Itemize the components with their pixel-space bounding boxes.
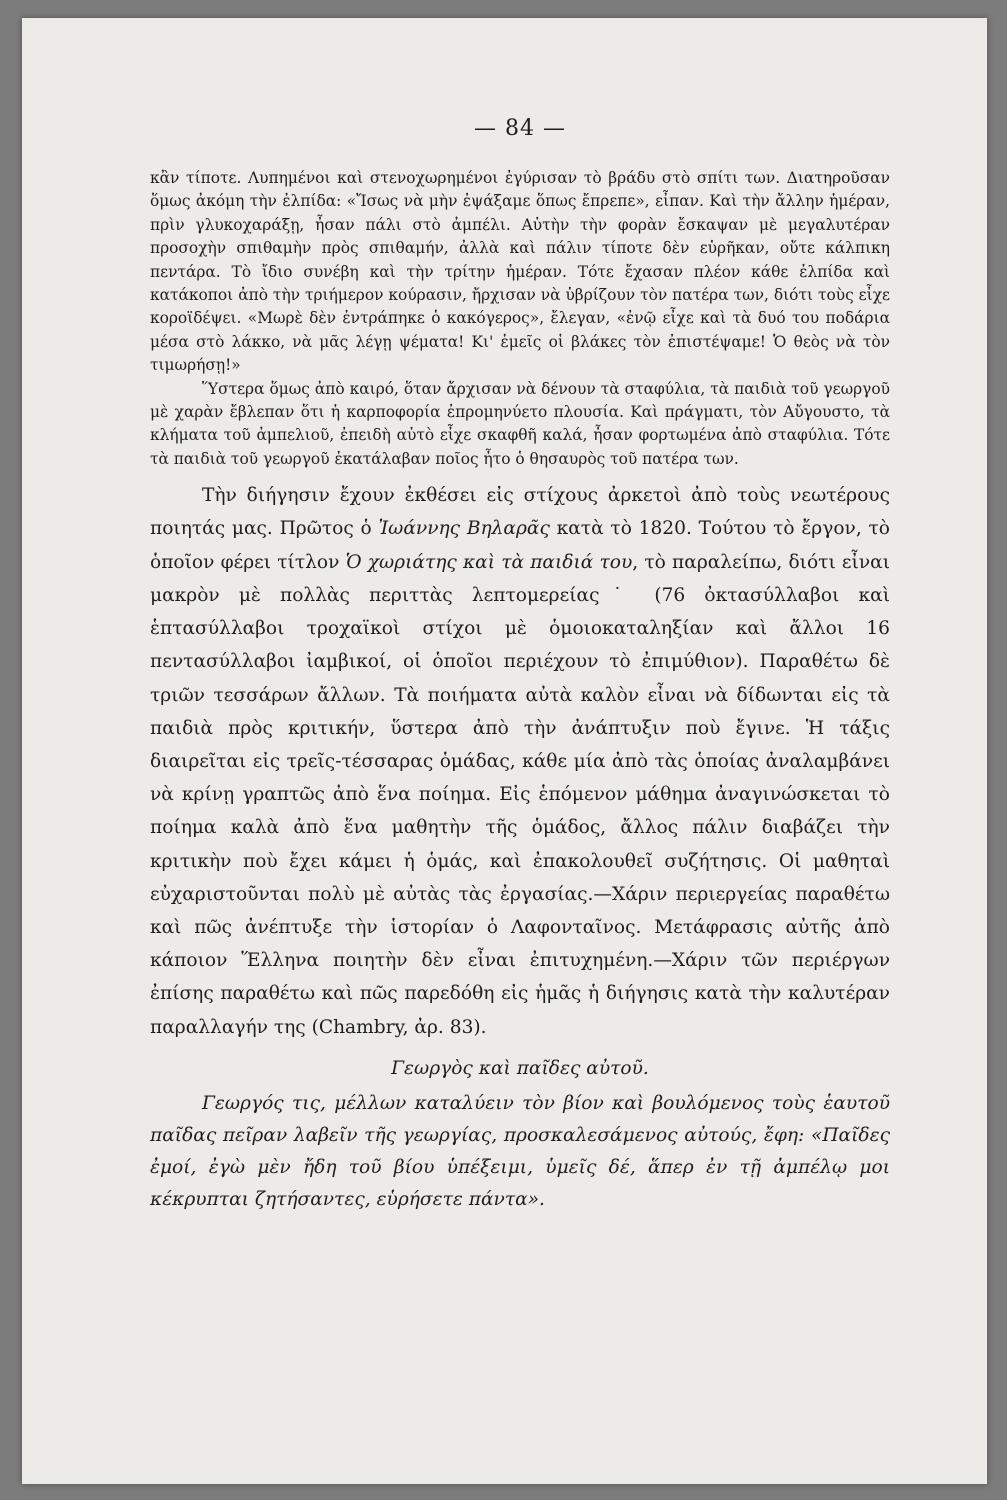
fable-text: Γεωργός τις, μέλλων καταλύειν τὸν βίον καὶ βουλόμενος τοὺς ἑαυτοῦ παῖδας πεῖραν λαβεῖν τῆς γεωργίας, προσκαλεσάμενος αὐτούς, ἔφη: «Παῖδες ἐμοί, ἐγὼ μὲν ἤδη τοῦ βίου ὑπέξειμι, ὑμεῖς δέ, ἅπερ ἐν τῇ ἀμπέλῳ μοι κέκρυπται ζητήσαντες, εὑρήσετε πάντα». — [150, 1092, 890, 1210]
text-run: Τὴν διήγησιν ἔχουν ἐκθέσει εἰς στίχους ἀρκετοὶ ἀπὸ τοὺς νεωτέρους ποιητάς μας. Πρῶτος ὁ — [150, 485, 890, 540]
text-run: κατὰ τὸ 1820. Τούτου τὸ ἔργον, τὸ ὁποῖον φέρει τίτλον — [150, 518, 890, 573]
small-print-section — [150, 167, 890, 471]
author-name: Ἰωάννης Βηλαρᾶς — [378, 518, 550, 540]
paragraph-commentary — [150, 479, 890, 1043]
page-number: — 84 — — [474, 116, 566, 141]
paragraph-continuation: κἂν τίποτε. Λυπημένοι καὶ στενοχωρημένοι ἐγύρισαν τὸ βράδυ στὸ σπίτι των. Διατηροῦσαν ὅμως ἀκόμη τὴν ἐλπίδα: «Ἴσως νὰ μὴν ἐψάξαμε ὅπως ἔπρεπε», εἶπαν. Καὶ τὴν ἄλλην ἡμέραν, πρὶν γλυκοχαράξῃ, ἦσαν πάλι στὸ ἀμπέλι. Αὐτὴν τὴν φορὰν ἔσκαψαν μὲ μεγαλυτέραν προσοχὴν σπιθαμὴν πρὸς σπιθαμήν, ἀλλὰ καὶ πάλιν τίποτε δὲν εὑρῆκαν, οὔτε κάλπικη πεντάρα. Τὸ ἴδιο συνέβη καὶ τὴν τρίτην ἡμέραν. Τότε ἔχασαν πλέον κάθε ἐλπίδα καὶ κατάκοποι ἀπὸ τὴν τριήμερον κούρασιν, ἤρχισαν νὰ ὑβρίζουν τὸν πατέρα των, διότι τοὺς εἶχε κοροϊδέψει. «Μωρὲ δὲν ἐντράπηκε ὁ κακόγερος», ἔλεγαν, «ἐνῷ εἶχε καὶ τὰ δυό του ποδάρια μέσα στὸ λάκκο, νὰ μᾶς λέγῃ ψέματα! Κι' ἐμεῖς οἱ βλάκες τὸν ἐπιστέψαμε! Ὁ θεὸς νὰ τὸν τιμωρήσῃ!» — [150, 169, 890, 375]
page-content — [150, 116, 890, 1216]
main-text-section — [150, 479, 890, 1043]
fable-title: Γεωργὸς καὶ παῖδες αὐτοῦ. — [391, 1057, 649, 1079]
fable-section — [150, 1088, 890, 1216]
work-title: Ὁ χωριάτης καὶ τὰ παιδιά του — [345, 551, 633, 573]
paragraph-harvest: Ὕστερα ὅμως ἀπὸ καιρό, ὅταν ἄρχισαν νὰ δένουν τὰ σταφύλια, τὰ παιδιὰ τοῦ γεωργοῦ μὲ χαρὰν ἔβλεπαν ὅτι ἡ καρποφορία ἐπρομηνύετο πλουσία. Καὶ πράγματι, τὸν Αὔγουστο, τὰ κλήματα τοῦ ἀμπελιοῦ, ἐπειδὴ αὐτὸ εἶχε σκαφθῆ καλά, ἦσαν φορτωμένα ἀπὸ σταφύλια. Τότε τὰ παιδιὰ τοῦ γεωργοῦ ἐκατάλαβαν ποῖος ἦτο ὁ θησαυρὸς τοῦ πατέρα των. — [150, 379, 890, 468]
text-run: , τὸ παραλείπω, διότι εἶναι μακρὸν μὲ πολλὰς περιττὰς λεπτομερείας˙ (76 ὀκτασύλλαβοι καὶ ἑπτασύλλαβοι τροχαϊκοὶ στίχοι μὲ ὁμοιοκαταληξίαν καὶ ἄλλοι 16 πεντασύλλαβοι ἰαμβικοί, οἱ ὁποῖοι περιέχουν τὸ ἐπιμύθιον). Παραθέτω δὲ τριῶν τεσσάρων ἄλλων. Τὰ ποιήματα αὐτὰ καλὸν εἶναι νὰ δίδωνται εἰς τὰ παιδιὰ πρὸς κριτικήν, ὕστερα ἀπὸ τὴν ἀνάπτυξιν ποὺ ἔγινε. Ἡ τάξις διαιρεῖται εἰς τρεῖς-τέσσαρας ὁμάδας, κάθε μία ἀπὸ τὰς ὁποίας ἀναλαμβάνει νὰ κρίνῃ γραπτῶς ἀπὸ ἕνα ποίημα. Εἰς ἑπόμενον μάθημα ἀναγινώσκεται τὸ ποίημα καλὰ ἀπὸ ἕνα μαθητὴν τῆς ὁμάδος, ἄλλος πάλιν διαβάζει τὴν κριτικὴν ποὺ ἔχει κάμει ἡ ὁμάς, καὶ ἐπακολουθεῖ συζήτησις. Οἱ μαθηταὶ εὐχαριστοῦνται πολὺ μὲ αὐτὰς τὰς ἐργασίας.—Χάριν περιεργείας παραθέτω καὶ πῶς ἀνέπτυξε τὴν ἱστορίαν ὁ Λαφονταῖνος. Μετάφρασις αὐτῆς ἀπὸ κάποιον Ἕλληνα ποιητὴν δὲν εἶναι ἐπιτυχημένη.—Χάριν τῶν περιέργων ἐπίσης παραθέτω καὶ πῶς παρεδόθη εἰς ἡμᾶς ἡ διήγησις κατὰ τὴν καλυτέραν παραλλαγήν της (Chambry, ἀρ. 83). — [150, 551, 890, 1038]
book-page — [22, 18, 987, 1484]
